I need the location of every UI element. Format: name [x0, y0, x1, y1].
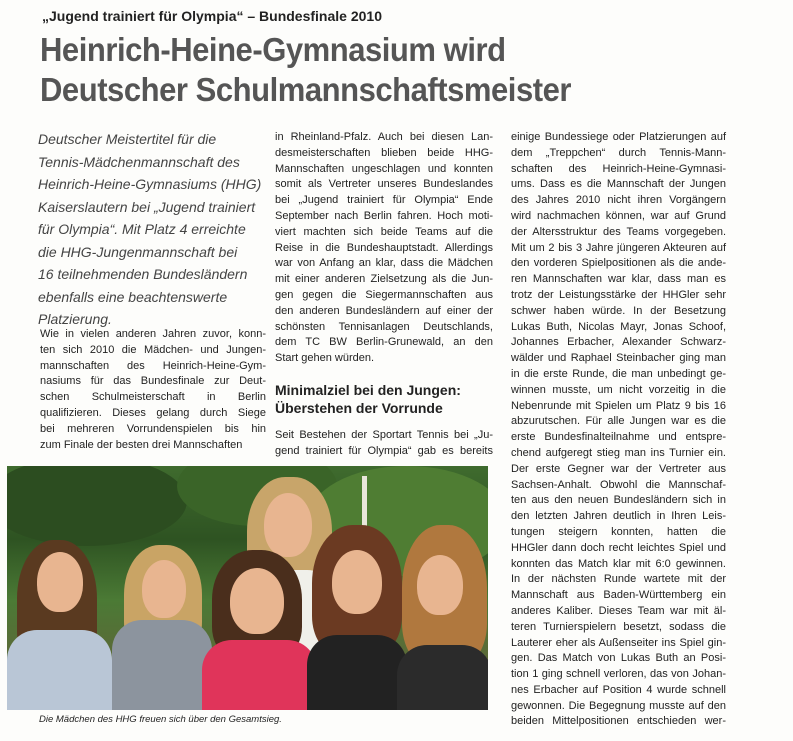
team-photo: [7, 466, 488, 710]
text-line: gen gegen die Siegermannschaften aus: [275, 288, 493, 301]
text-line: schönsten Tennisanlagen Deutschlands,: [275, 320, 493, 333]
subheading: [275, 381, 493, 417]
text-line: Mannschaft aus Baden-Württemberg ein: [511, 589, 726, 602]
text-line: somit als Vertreter unseres Bundeslandes: [275, 178, 493, 191]
text-line: Mannschaften ungeschlagen und konnten: [275, 162, 493, 175]
text-line: Mit um 2 bis 3 Jahre jüngeren Akteuren auf: [511, 241, 726, 254]
text-line: Lukas Buth, Nicolas Mayr, Jonas Schoof,: [511, 320, 726, 333]
column-2: [275, 130, 493, 460]
text-line: desmeisterschaften blieben beide HHG-: [275, 146, 493, 159]
text-line: wälder und Raphael Steinbacher ging man: [511, 352, 726, 365]
text-line: teren Turnierspielern besetzt, sodass die: [511, 620, 726, 633]
text-line: schen Schulmeisterschaft in Berlin: [40, 391, 266, 404]
text-line: Heinrich-Heine-Gymnasiums (HHG): [38, 176, 262, 192]
text-line: nes Erbacher auf Position 4 wurde schnell: [511, 683, 726, 696]
text-line: in Rheinland-Pfalz. Auch bei diesen Lan-: [275, 131, 493, 143]
column-3: [511, 130, 726, 730]
text-line: konnten das Match klar mit 6:0 gewinnen.: [511, 557, 726, 570]
text-line: den anderen Bundesländern auf einer der: [275, 304, 493, 317]
text-line: Lauterer eher als Außenseiter ins Spiel gin-: [511, 636, 726, 649]
text-line: der Altersstruktur des Teams vorgegeben.: [511, 225, 726, 238]
column-1: [40, 327, 266, 453]
text-line: zum Finale der besten drei Mannschaften: [40, 438, 243, 451]
text-line: ums. Dass es die Mannschaft der Jungen: [511, 178, 726, 191]
text-line: Reise in die Bundeshauptstadt. Allerdings: [275, 241, 493, 254]
text-line: trotz der Leistungsstärke der HHGler sehr: [511, 288, 726, 301]
text-line: mannschaften des Heinrich-Heine-Gym-: [40, 359, 266, 372]
headline-line: Heinrich-Heine-Gymnasium wird: [40, 31, 506, 68]
text-line: erste Bundesfinalteilnahme und entspre-: [511, 431, 726, 444]
column-2-paragraph: [275, 130, 493, 367]
text-line: bei „Jugend trainiert für Olympia“ Ende: [275, 194, 493, 207]
text-line: gen. Das Match von Lukas Buth an Posi-: [511, 652, 726, 665]
text-line: Wie in vielen anderen Jahren zuvor, konn-: [40, 328, 266, 340]
text-line: dem „Treppchen“ durch Tennis-Mann-: [511, 146, 726, 159]
text-line: tion 1 ging schnell verloren, das von Johan-: [511, 668, 726, 681]
text-line: beiden Mittelpositionen entschieden wer-: [511, 715, 726, 728]
text-line: Nebenrunde mit Spielen um Platz 9 bis 16: [511, 399, 726, 412]
text-line: 16 teilnehmenden Bundesländern: [38, 266, 248, 282]
text-line: chend aufgeregt stieg man ins Turnier ein.: [511, 446, 726, 459]
text-line: Überstehen der Vorrunde: [275, 399, 443, 416]
text-line: den vorderen Spielpositionen als die ande-: [511, 257, 726, 270]
text-line: tungen steigern konnten, hatten die: [511, 525, 726, 538]
text-line: Kaiserslautern bei „Jugend trainiert: [38, 198, 256, 215]
text-line: in die erste Runde, die man unbedingt ge-: [511, 367, 726, 380]
text-line: die HHG-Jungenmannschaft bei: [38, 243, 238, 260]
text-line: schaften des Heinrich-Heine-Gymnasi-: [511, 162, 726, 175]
text-line: Tennis-Mädchenmannschaft des: [38, 153, 240, 170]
text-line: ebenfalls eine beachtenswerte: [38, 288, 228, 305]
text-line: Johannes Erbacher, Alexander Schwarz-: [511, 336, 726, 349]
text-line: anderes Kaliber. Dieses Team war mit äl-: [511, 604, 726, 617]
headline-line: Deutscher Schulmannschaftsmeister: [40, 71, 571, 108]
text-line: ten aus den neuen Bundesländern sich in: [511, 494, 726, 507]
text-line: Sachsen-Anhalt. Obwohl die Mannschaf-: [511, 478, 726, 491]
text-line: September nach Berlin fahren. Hoch moti-: [275, 209, 493, 222]
text-line: Der erste Gegner war der Vertreter aus: [511, 462, 726, 475]
text-line: ten sich 2010 die Mädchen- und Jungen-: [40, 343, 266, 356]
intro-text: [38, 128, 266, 331]
text-line: Platzierung.: [38, 311, 112, 327]
text-line: viert machten sich beide Teams auf die: [275, 225, 493, 238]
text-line: schwer haben würde. In der Besetzung: [511, 304, 726, 317]
kicker: „Jugend trainiert für Olympia“ – Bundesfinale 2010: [42, 8, 382, 24]
text-line: einige Bundessiege oder Platzierungen auf: [511, 131, 726, 143]
text-line: Start gehen würden.: [275, 352, 375, 365]
text-line: Minimalziel bei den Jungen:: [275, 381, 461, 398]
text-line: abzurutschen. Für alle Jungen war es die: [511, 415, 726, 428]
text-line: dem TC BW Berlin-Grunewald, an den: [275, 336, 493, 349]
text-line: bei mehreren Vorrundenspielen bis hin: [40, 422, 266, 435]
photo-caption: Die Mädchen des HHG freuen sich über den Gesamtsieg.: [39, 714, 282, 725]
text-line: ren Mannschaften war klar, dass man es: [511, 273, 726, 286]
text-line: qualifizieren. Dieses gelang durch Siege: [40, 406, 266, 419]
text-line: HHGler dann doch recht leichtes Spiel und: [511, 541, 726, 554]
text-line: gend trainiert für Olympia“ gab es bereits: [275, 444, 493, 457]
column-2-paragraph: [275, 428, 493, 460]
text-line: nasiums für das Bundesfinale zur Deut-: [40, 375, 266, 388]
text-line: für Olympia“. Mit Platz 4 erreichte: [38, 221, 246, 237]
text-line: war von Anfang an klar, dass die Mädchen: [275, 257, 493, 270]
text-line: gewonnen. Die Begegnung musste auf den: [511, 699, 726, 712]
text-line: Deutscher Meistertitel für die: [38, 131, 217, 147]
text-line: winnen musste, um nicht vorzeitig in die: [511, 383, 726, 396]
text-line: wird nachmachen können, war auf Grund: [511, 209, 726, 222]
text-line: Seit Bestehen der Sportart Tennis bei „Ju-: [275, 428, 493, 441]
text-line: In der nächsten Runde wartete mit der: [511, 573, 726, 586]
text-line: mit einer anderen Zielsetzung als die Jun-: [275, 273, 493, 286]
text-line: den letzten Jahren deutlich in Ihren Leis-: [511, 510, 726, 523]
headline: [40, 30, 736, 110]
text-line: des Jahres 2010 nicht ihren Vorgängern: [511, 194, 726, 207]
